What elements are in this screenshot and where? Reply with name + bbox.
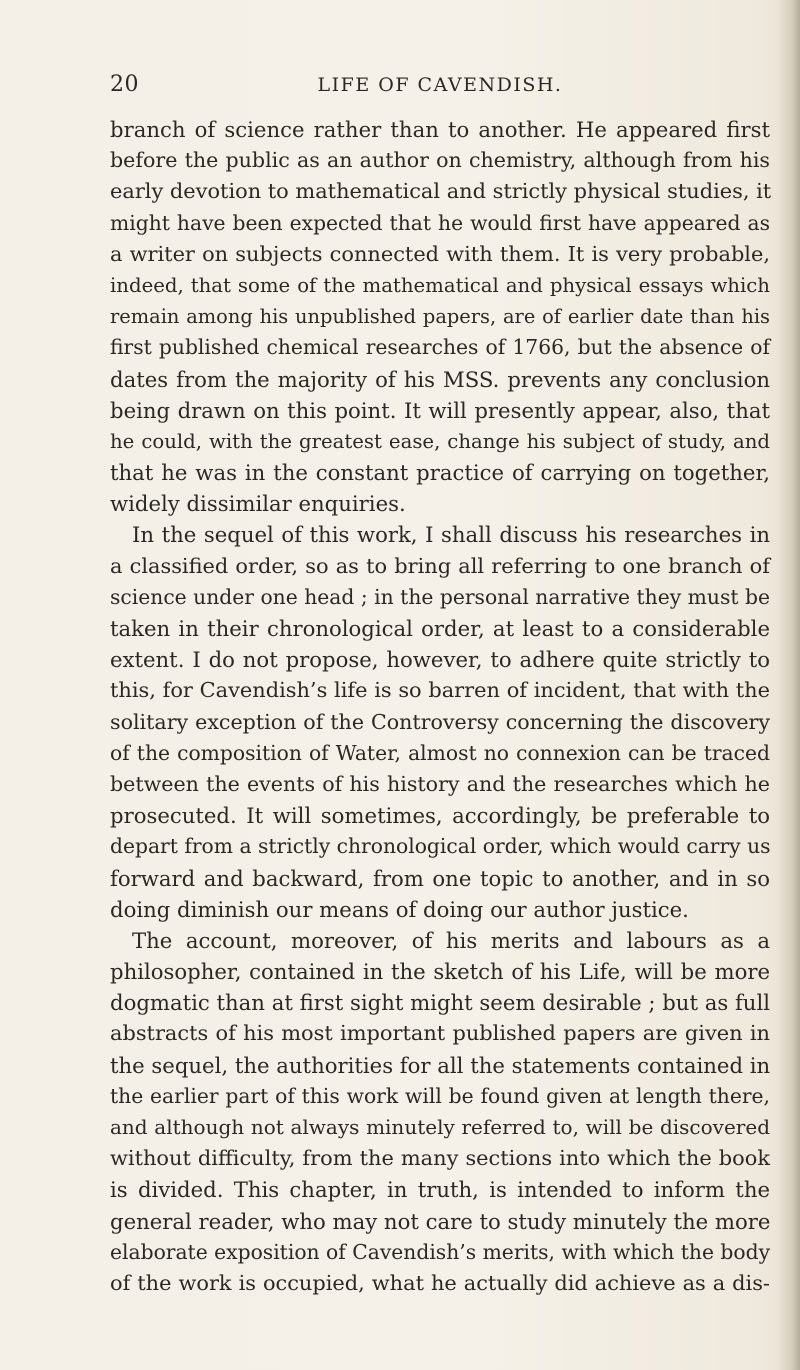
- text-line: In the sequel of this work, I shall discuss his researches in: [132, 522, 770, 548]
- text-line: widely dissimilar enquiries.: [110, 491, 406, 517]
- text-line: this, for Cavendish’s life is so barren of incident, that with the: [110, 678, 770, 703]
- text-line: of the work is occupied, what he actually did achieve as a dis-: [110, 1270, 770, 1295]
- text-line: without difficulty, from the many sections into which the book: [110, 1146, 770, 1171]
- text-line: the earlier part of this work will be found given at length there,: [110, 1083, 770, 1108]
- text-line: depart from a strictly chronological order, which would carry us: [110, 834, 771, 859]
- text-line: he could, with the greatest ease, change his subject of study, and: [110, 429, 770, 453]
- text-line: forward and backward, from one topic to another, and in so: [110, 865, 770, 891]
- page-header: [110, 72, 770, 102]
- running-head: LIFE OF CAVENDISH.: [317, 74, 563, 96]
- text-line: doing diminish our means of doing our author justice.: [110, 896, 689, 922]
- text-line: philosopher, contained in the sketch of his Life, will be more: [110, 959, 770, 985]
- text-line: is divided. This chapter, in truth, is intended to inform the: [110, 1177, 770, 1203]
- text-line: before the public as an author on chemistry, although from his: [110, 148, 770, 173]
- text-line: The account, moreover, of his merits and labours as a: [132, 927, 770, 953]
- page-number: 20: [110, 72, 139, 97]
- text-line: might have been expected that he would first have appeared as: [110, 210, 770, 235]
- text-line: being drawn on this point. It will presently appear, also, that: [110, 397, 770, 423]
- text-line: a writer on subjects connected with them. It is very probable,: [110, 241, 770, 266]
- text-line: early devotion to mathematical and strictly physical studies, it: [110, 179, 772, 204]
- text-line: remain among his unpublished papers, are of earlier date than his: [110, 305, 770, 329]
- text-line: dates from the majority of his MSS. prevents any conclusion: [110, 366, 770, 392]
- text-line: solitary exception of the Controversy concerning the discovery: [110, 709, 770, 734]
- text-line: science under one head ; in the personal narrative they must be: [110, 584, 770, 609]
- text-line: the sequel, the authorities for all the statements contained in: [110, 1052, 771, 1078]
- page-edge-shadow: [778, 0, 800, 1370]
- text-line: elaborate exposition of Cavendish’s merits, with which the body: [110, 1239, 771, 1264]
- text-line: abstracts of his most important published papers are given in: [110, 1021, 770, 1046]
- text-line: between the events of his history and the researches which he: [110, 771, 770, 796]
- text-line: extent. I do not propose, however, to adhere quite strictly to: [110, 647, 770, 673]
- text-line: a classified order, so as to bring all referring to one branch of: [110, 553, 770, 578]
- body-text: [110, 114, 770, 1299]
- text-line: taken in their chronological order, at least to a considerable: [110, 616, 770, 641]
- text-line: that he was in the constant practice of carrying on together,: [110, 460, 770, 486]
- text-line: general reader, who may not care to study minutely the more: [110, 1208, 771, 1234]
- text-line: of the composition of Water, almost no connexion can be traced: [110, 740, 770, 765]
- text-line: and although not always minutely referred to, will be discovered: [110, 1115, 770, 1139]
- text-line: branch of science rather than to another. He appeared first: [110, 117, 770, 142]
- text-line: indeed, that some of the mathematical and physical essays which: [110, 273, 770, 297]
- text-line: prosecuted. It will sometimes, accordingly, be preferable to: [110, 803, 770, 829]
- text-line: first published chemical researches of 1766, but the absence of: [110, 335, 770, 360]
- text-line: dogmatic than at first sight might seem desirable ; but as full: [110, 990, 770, 1016]
